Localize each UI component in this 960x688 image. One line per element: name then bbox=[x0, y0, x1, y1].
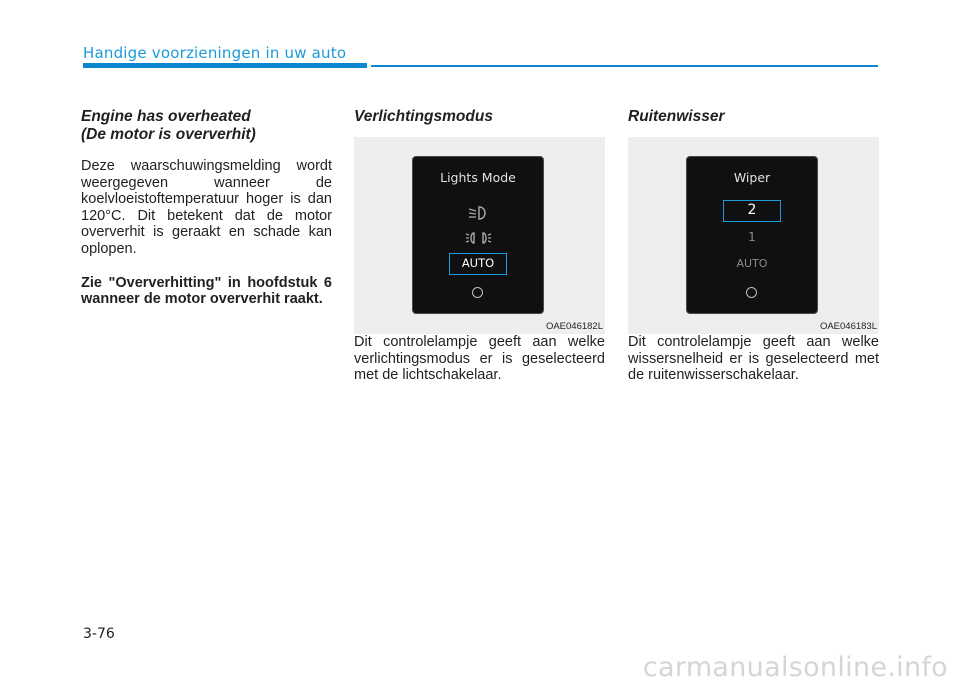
knob-icon bbox=[746, 287, 757, 298]
wiper-screen bbox=[686, 156, 818, 314]
lights-mode-screen bbox=[412, 156, 544, 314]
lights-figure bbox=[354, 137, 605, 334]
wiper-selected-option: 2 bbox=[723, 200, 781, 222]
wiper-figure-code: OAE046183L bbox=[819, 321, 877, 332]
watermark: carmanualsonline.info bbox=[642, 652, 948, 683]
wiper-screen-title: Wiper bbox=[733, 170, 771, 185]
page-number: 3-76 bbox=[83, 626, 115, 642]
wiper-section bbox=[628, 108, 879, 384]
wiper-option-1: 1 bbox=[748, 230, 756, 244]
wiper-heading: Ruitenwisser bbox=[628, 108, 725, 125]
header-bar-thick bbox=[83, 63, 367, 68]
engine-overheated-section bbox=[81, 108, 332, 308]
lights-screen-title: Lights Mode bbox=[440, 170, 516, 185]
lights-caption: Dit controlelampje geeft aan welke verlichtingsmodus er is geselecteerd met de lichtschakelaar. bbox=[354, 334, 605, 384]
wiper-option-auto: AUTO bbox=[736, 257, 768, 270]
lights-selected-option: AUTO bbox=[449, 253, 507, 275]
engine-heading-line1: Engine has overheated bbox=[81, 108, 251, 125]
wiper-caption: Dit controlelampje geeft aan welke wissersnelheid er is geselecteerd met de ruitenwisserschakelaar. bbox=[628, 334, 879, 384]
wiper-figure bbox=[628, 137, 879, 334]
lights-mode-section bbox=[354, 108, 605, 384]
knob-icon bbox=[472, 287, 483, 298]
section-header-title: Handige voorzieningen in uw auto bbox=[83, 44, 347, 62]
engine-reference-paragraph: Zie "Oververhitting" in hoofdstuk 6 wanneer de motor oververhit raakt. bbox=[81, 274, 332, 308]
engine-paragraph: Deze waarschuwingsmelding wordt weergegeven wanneer de koelvloeistoftemperatuur hoger is dan 120°C. Dit betekent dat de motor oververhit is geraakt en schade kan oplopen. bbox=[81, 158, 332, 257]
lights-figure-code: OAE046182L bbox=[545, 321, 603, 332]
engine-heading bbox=[81, 108, 332, 144]
low-beam-icon bbox=[465, 204, 493, 222]
lights-heading: Verlichtingsmodus bbox=[354, 108, 493, 125]
engine-heading-line2: (De motor is oververhit) bbox=[81, 126, 256, 143]
parking-lights-icon bbox=[465, 229, 493, 247]
header-bar-thin bbox=[371, 65, 878, 67]
